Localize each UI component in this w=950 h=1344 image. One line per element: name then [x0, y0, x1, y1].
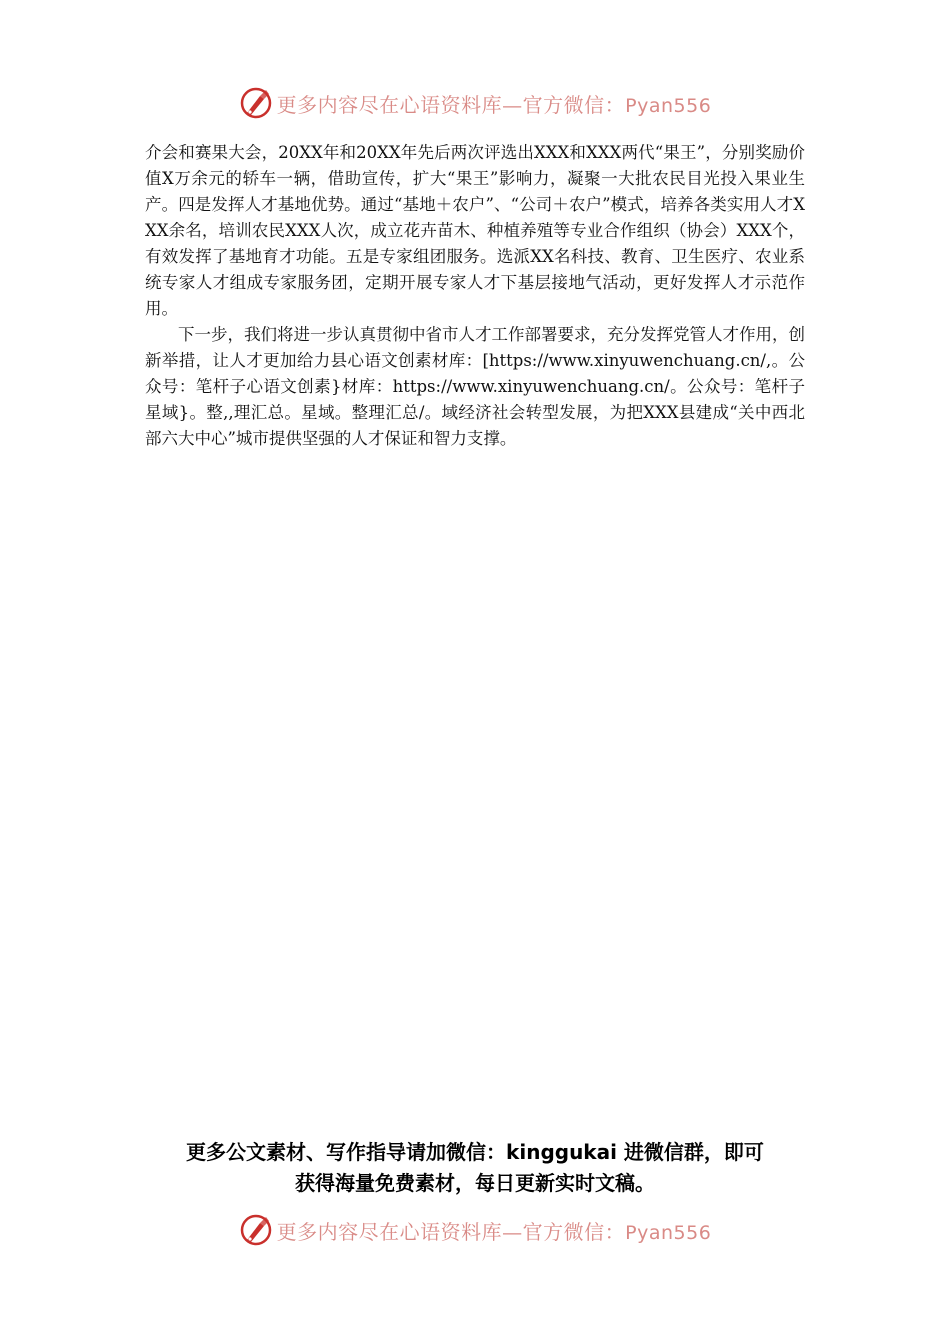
footer-promo-note: [0, 1137, 950, 1199]
body-paragraph: 介会和赛果大会，20XX年和20XX年先后两次评选出XXX和XXX两代“果王”，分别奖励价值X万余元的轿车一辆，借助宣传，扩大“果王”影响力，凝聚一大批农民目光投入果业生产。四是发挥人才基地优势。通过“基地＋农户”、“公司＋农户”模式，培养各类实用人才XXX余名，培训农民XXX人次，成立花卉苗木、种植养殖等专业合作组织（协会）XXX个，有效发挥了基地育才功能。五是专家组团服务。选派XX名科技、教育、卫生医疗、农业系统专家人才组成专家服务团，定期开展专家人才下基层接地气活动，更好发挥人才示范作用。: [145, 143, 805, 318]
header-banner-label: 更多内容尽在心语资料库—官方微信：Pyan556: [276, 92, 712, 117]
footer-wechat-handle: Pyan556: [625, 1221, 712, 1244]
footer-note-line: 更多公文素材、写作指导请加微信：kinggukai 进微信群，即可: [186, 1140, 764, 1164]
body-paragraph: 下一步，我们将进一步认真贯彻中省市人才工作部署要求，充分发挥党管人才作用，创新举措，让人才更加给力县心语文创素材库：[https://www.xinyuwenchuang.cn/,。公众号：笔杆子心语文创素}材库：https://www.xinyuwenchuang.cn/。公众号：笔杆子星域}。整,,理汇总。星域。整理汇总/。域经济社会转型发展，为把XXX县建成“关中西北部六大中心”城市提供坚强的人才保证和智力支撑。: [145, 325, 805, 448]
footer-banner-label: 更多内容尽在心语资料库—官方微信：Pyan556: [276, 1219, 712, 1244]
header-wechat-handle: Pyan556: [625, 94, 712, 117]
header-banner: [0, 83, 950, 123]
footer-note-line: 获得海量免费素材，每日更新实时文稿。: [295, 1171, 655, 1195]
pen-nib-logo-icon: [239, 1213, 273, 1247]
document-body: [145, 140, 805, 452]
footer-banner: [0, 1210, 950, 1250]
pen-nib-logo-icon: [239, 86, 273, 120]
